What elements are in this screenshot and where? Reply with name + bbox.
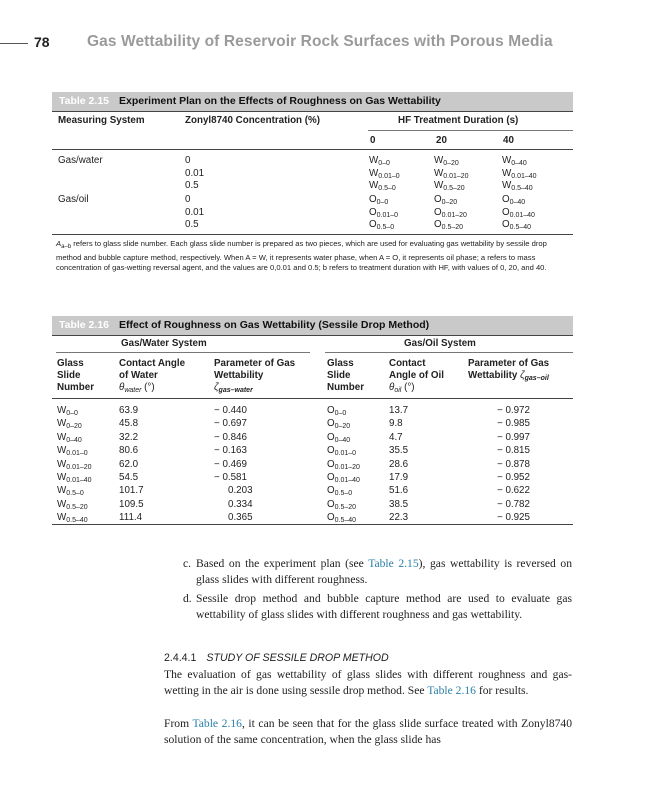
t15-footnote xyxy=(56,239,568,274)
t16-water-angle-cell: 45.8 xyxy=(119,418,139,430)
t15-plan-cell-letter: W xyxy=(502,180,512,191)
t16-oil-param-cell: − 0.622 xyxy=(497,485,530,497)
t15-plan-cell-sub: 0–20 xyxy=(443,160,459,167)
t16-water-param-cell: − 0.697 xyxy=(214,418,247,430)
t15-note-sym: A xyxy=(56,239,62,248)
t15-plan-cell xyxy=(369,194,388,206)
t15-plan-cell xyxy=(502,168,537,180)
t15-plan-cell-letter: W xyxy=(434,180,444,191)
t16-oil-angle-cell: 51.6 xyxy=(389,485,409,497)
t16-h-caoil-2: Angle of Oil xyxy=(389,370,444,381)
header-rule xyxy=(0,43,28,44)
t16-h-cawater-sym: θ xyxy=(119,382,125,393)
t16-oil-angle-cell: 35.5 xyxy=(389,445,409,457)
para2-post: , it can be seen that for the glass slide surface treated with Zonyl8740 solution of the same concentration, when the glass slide has xyxy=(164,717,573,746)
t15-conc-cell: 0.01 xyxy=(185,207,205,218)
t16-oil-slide-cell-sub: 0–0 xyxy=(334,410,347,417)
t16-water-slide-cell xyxy=(57,432,82,444)
t15-plan-cell-letter: O xyxy=(434,219,442,230)
t16-h-slide-1: Glass xyxy=(57,358,84,369)
t16-oil-slide-cell-letter: O xyxy=(327,498,335,510)
t15-dur-40: 40 xyxy=(503,135,514,146)
t16-oil-slide-cell-sub: 0.01–0 xyxy=(334,450,357,458)
t16-water-param-cell: − 0.440 xyxy=(214,405,247,416)
t16-oil-slide-cell-sub: 0.5–0 xyxy=(334,490,353,498)
t16-water-slide-cell xyxy=(57,405,78,417)
t15-plan-cell xyxy=(369,155,390,167)
t15-plan-cell xyxy=(502,219,531,231)
t16-water-slide-cell xyxy=(57,445,88,457)
t16-h-poil-sym: ζ xyxy=(520,370,525,381)
t15-conc-cell: 0.5 xyxy=(185,180,199,191)
t16-oil-slide-cell xyxy=(327,445,356,457)
list-item-c xyxy=(183,556,572,588)
t16-water-slide-cell-sub: 0.01–0 xyxy=(66,450,88,458)
list-marker-c: c. xyxy=(183,557,192,570)
t15-hf-rule xyxy=(368,130,573,131)
t15-plan-cell-letter: W xyxy=(502,155,512,166)
t16-water-angle-cell: 62.0 xyxy=(119,458,139,470)
t15-system-cell: Gas/water xyxy=(58,155,103,166)
section-title: STUDY OF SESSILE DROP METHOD xyxy=(206,652,389,664)
t16-h-pwater-3 xyxy=(214,382,253,397)
table-2-16-title: Effect of Roughness on Gas Wettability (Sessile Drop Method) xyxy=(119,319,430,331)
section-heading xyxy=(164,652,389,664)
t16-h-cawater-3 xyxy=(119,382,155,397)
t16-h-caoil-sub: oil xyxy=(394,387,402,394)
t16-water-slide-cell-letter: W xyxy=(57,472,67,483)
t16-h-pwater-1: Parameter of Gas xyxy=(214,358,296,369)
t16-h-caoil-3 xyxy=(389,382,415,397)
t16-oil-angle-cell: 38.5 xyxy=(389,498,409,510)
table-2-16-label: Table 2.16 xyxy=(59,319,109,331)
t15-plan-cell-sub: 0.01–0 xyxy=(378,173,400,180)
table-2-15-label: Table 2.15 xyxy=(59,95,109,107)
t16-water-slide-cell-sub: 0–20 xyxy=(66,423,82,431)
t16-oil-param-cell: − 0.997 xyxy=(497,431,530,443)
t16-oil-angle-cell: 9.8 xyxy=(389,418,403,430)
item-c-pre: Based on the experiment plan (see xyxy=(196,557,369,570)
t16-water-slide-cell-letter: W xyxy=(57,405,67,416)
running-title: Gas Wettability of Reservoir Rock Surfaces with Porous Media xyxy=(87,33,553,50)
t16-water-angle-cell: 80.6 xyxy=(119,445,139,457)
t15-plan-cell xyxy=(434,207,467,219)
list-marker-d: d. xyxy=(183,592,192,605)
para1-post: for results. xyxy=(475,684,529,697)
t15-plan-cell xyxy=(434,180,465,192)
t16-oil-angle-cell: 17.9 xyxy=(389,472,409,483)
item-c-post: ), gas wettability is reversed on glass slides with different roughness. xyxy=(196,557,572,586)
t15-conc-cell: 0 xyxy=(185,155,191,166)
t16-h-cawater-1: Contact Angle xyxy=(119,358,186,369)
t16-h-oslide-2: Slide xyxy=(327,370,351,381)
t16-oil-slide-cell xyxy=(327,485,352,497)
t16-oil-rule xyxy=(325,352,573,353)
t15-plan-cell-letter: W xyxy=(434,155,444,166)
t16-water-slide-cell-letter: W xyxy=(57,458,67,470)
t16-water-angle-cell: 111.4 xyxy=(119,512,143,524)
t15-plan-cell-sub: 0.01–40 xyxy=(509,212,535,219)
t16-water-slide-cell-sub: 0.01–40 xyxy=(66,477,92,484)
t15-plan-cell-sub: 0.5–20 xyxy=(441,224,464,231)
t16-oil-slide-cell-letter: O xyxy=(327,485,335,497)
t15-plan-cell xyxy=(369,168,400,180)
t15-plan-cell-letter: W xyxy=(434,168,444,179)
t16-group-water: Gas/Water System xyxy=(121,338,207,349)
t16-oil-param-cell: − 0.925 xyxy=(497,512,530,524)
t16-water-slide-cell xyxy=(57,512,88,524)
t15-plan-cell-sub: 0.01–0 xyxy=(376,212,399,219)
t15-col-conc: Zonyl8740 Concentration (%) xyxy=(185,115,320,126)
t16-oil-angle-cell: 22.3 xyxy=(389,512,409,524)
t16-h-oslide-3: Number xyxy=(327,382,365,393)
table-2-15-caption xyxy=(52,92,573,111)
t16-water-param-cell: − 0.469 xyxy=(214,458,247,470)
t16-water-slide-cell-letter: W xyxy=(57,418,67,430)
t15-plan-cell-letter: O xyxy=(502,194,510,205)
t15-plan-cell-sub: 0–0 xyxy=(376,199,389,206)
t15-plan-cell-sub: 0.5–0 xyxy=(376,224,395,231)
t16-water-param-cell: − 0.846 xyxy=(214,431,247,443)
t15-plan-cell xyxy=(434,155,459,167)
t16-oil-slide-cell-letter: O xyxy=(327,418,335,430)
t16-water-slide-cell-letter: W xyxy=(57,498,67,510)
t16-water-angle-cell: 32.2 xyxy=(119,431,139,443)
t16-bottom-rule xyxy=(52,524,573,525)
t16-oil-slide-cell xyxy=(327,418,350,430)
t16-oil-slide-cell xyxy=(327,405,346,417)
t16-h-oslide-1: Glass xyxy=(327,358,354,369)
t16-h-poil-2-text: Wettability xyxy=(468,370,518,381)
t15-bottom-rule xyxy=(52,234,573,235)
t16-oil-slide-cell xyxy=(327,512,356,524)
t15-plan-cell-letter: O xyxy=(502,207,510,218)
t16-h-poil-sub: gas–oil xyxy=(524,375,549,382)
t15-plan-cell-sub: 0.5–40 xyxy=(509,224,532,231)
t16-oil-slide-cell-sub: 0.01–20 xyxy=(334,463,360,471)
t15-plan-cell xyxy=(502,180,533,192)
t15-plan-cell-letter: W xyxy=(369,155,379,166)
t15-plan-cell-letter: O xyxy=(502,219,510,230)
t15-plan-cell-sub: 0.5–40 xyxy=(511,185,533,192)
t16-h-caoil-sym: θ xyxy=(389,382,395,393)
t16-h-poil-2 xyxy=(468,370,549,385)
t15-plan-cell xyxy=(369,219,394,231)
t16-water-rule xyxy=(56,352,310,353)
t16-oil-slide-cell-sub: 0.5–40 xyxy=(334,517,357,525)
table-2-16-link-2[interactable]: Table 2.16 xyxy=(192,717,242,730)
table-2-15-title: Experiment Plan on the Effects of Roughness on Gas Wettability xyxy=(119,95,441,107)
t15-plan-cell xyxy=(434,219,463,231)
t16-water-slide-cell-sub: 0–0 xyxy=(66,410,78,417)
t16-h-cawater-sub: water xyxy=(124,387,142,394)
t16-h-cawater-2: of Water xyxy=(119,370,158,381)
t16-water-slide-cell-letter: W xyxy=(57,512,67,524)
t15-plan-cell xyxy=(434,194,457,206)
t16-oil-slide-cell-letter: O xyxy=(327,431,335,443)
t16-oil-slide-cell-letter: O xyxy=(327,458,335,470)
t16-oil-slide-cell-letter: O xyxy=(327,405,335,416)
t16-header-rule xyxy=(52,398,573,399)
t16-oil-slide-cell xyxy=(327,499,356,511)
t15-plan-cell-letter: O xyxy=(434,194,442,205)
t15-conc-cell: 0.01 xyxy=(185,168,205,179)
t16-water-slide-cell xyxy=(57,499,88,511)
t16-water-angle-cell: 63.9 xyxy=(119,405,139,416)
item-d-text: Sessile drop method and bubble capture method are used to evaluate gas wettability of glass slides with different roughness and gas wettability. xyxy=(196,592,572,621)
t16-water-param-cell: 0.203 xyxy=(228,485,253,497)
t16-oil-slide-cell-sub: 0–40 xyxy=(334,436,351,444)
t16-oil-angle-cell: 28.6 xyxy=(389,458,409,470)
t15-plan-cell-sub: 0.01–40 xyxy=(511,173,537,180)
t15-plan-cell-sub: 0.5–0 xyxy=(378,185,396,192)
t16-water-slide-cell-letter: W xyxy=(57,445,67,457)
t15-plan-cell-letter: W xyxy=(369,180,379,191)
t16-h-caoil-unit: (°) xyxy=(401,382,415,393)
t15-plan-cell-letter: O xyxy=(434,207,442,218)
t16-water-slide-cell-letter: W xyxy=(57,431,67,443)
t16-water-slide-cell xyxy=(57,418,82,430)
t16-water-slide-cell-sub: 0.5–0 xyxy=(66,490,84,498)
t16-oil-param-cell: − 0.878 xyxy=(497,458,530,470)
section-number: 2.4.4.1 xyxy=(164,652,197,664)
t16-oil-slide-cell-sub: 0–20 xyxy=(334,423,351,431)
t16-oil-param-cell: − 0.815 xyxy=(497,445,530,457)
t15-plan-cell-letter: O xyxy=(369,219,377,230)
t16-water-param-cell: 0.365 xyxy=(228,512,253,524)
t16-oil-slide-cell-sub: 0.5–20 xyxy=(334,503,357,511)
para2-pre: From xyxy=(164,717,193,730)
table-2-16-caption xyxy=(52,316,573,335)
t16-h-pwater-2: Wettability xyxy=(214,370,264,381)
t15-plan-cell-letter: W xyxy=(369,168,379,179)
t15-plan-cell xyxy=(502,155,527,167)
t16-oil-param-cell: − 0.985 xyxy=(497,418,530,430)
table-2-15-link[interactable]: Table 2.15 xyxy=(368,557,419,570)
t16-water-param-cell: − 0.163 xyxy=(214,445,247,457)
t16-group-oil: Gas/Oil System xyxy=(404,338,476,349)
t15-plan-cell-letter: O xyxy=(369,194,377,205)
t16-water-slide-cell xyxy=(57,472,92,484)
t15-plan-cell-sub: 0.01–20 xyxy=(441,212,467,219)
para1-pre: The evaluation of gas wettability of glass slides with different roughness and gas-wetting in the air is done using sessile drop method. See xyxy=(164,668,572,697)
t15-dur-0: 0 xyxy=(370,135,376,146)
t15-plan-cell-sub: 0–0 xyxy=(378,160,390,167)
t16-oil-slide-cell-letter: O xyxy=(327,512,335,524)
t16-water-slide-cell-letter: W xyxy=(57,485,67,497)
t16-water-angle-cell: 101.7 xyxy=(119,485,144,497)
t16-oil-slide-cell-sub: 0.01–40 xyxy=(334,477,360,484)
t15-plan-cell-letter: W xyxy=(502,168,512,179)
t16-oil-param-cell: − 0.952 xyxy=(497,472,530,483)
t16-water-angle-cell: 54.5 xyxy=(119,472,139,483)
t15-plan-cell xyxy=(502,194,525,206)
t16-h-slide-3: Number xyxy=(57,382,95,393)
t15-plan-cell xyxy=(369,207,398,219)
t15-dur-20: 20 xyxy=(436,135,447,146)
t16-oil-slide-cell xyxy=(327,472,360,484)
t16-oil-angle-cell: 13.7 xyxy=(389,405,409,416)
t16-water-slide-cell-sub: 0–40 xyxy=(66,436,82,444)
t15-plan-cell xyxy=(502,207,535,219)
t15-note-sym-sub: a–b xyxy=(61,244,72,250)
t16-oil-param-cell: − 0.782 xyxy=(497,498,530,510)
t16-top-rule xyxy=(52,335,573,336)
t16-water-slide-cell-sub: 0.5–40 xyxy=(66,517,88,525)
t15-top-rule xyxy=(52,111,573,112)
t16-oil-slide-cell-letter: O xyxy=(327,445,335,457)
t15-plan-cell-sub: 0–40 xyxy=(509,199,526,206)
t16-h-pwater-sym: ζ xyxy=(214,382,219,393)
t16-oil-slide-cell xyxy=(327,459,360,471)
t16-water-slide-cell xyxy=(57,485,84,497)
t16-water-angle-cell: 109.5 xyxy=(119,498,144,510)
t15-header-rule xyxy=(52,149,573,150)
t15-col-hf: HF Treatment Duration (s) xyxy=(398,115,519,126)
t15-plan-cell-sub: 0.01–20 xyxy=(443,173,469,180)
t15-conc-cell: 0.5 xyxy=(185,219,199,230)
t15-plan-cell xyxy=(369,180,396,192)
t15-conc-cell: 0 xyxy=(185,194,191,205)
paragraph-1 xyxy=(164,667,572,699)
t16-oil-slide-cell xyxy=(327,432,350,444)
t16-h-cawater-unit: (°) xyxy=(141,382,155,393)
t16-oil-slide-cell-letter: O xyxy=(327,472,335,483)
t16-h-slide-2: Slide xyxy=(57,370,81,381)
t16-water-slide-cell-sub: 0.5–20 xyxy=(66,503,88,511)
t16-water-param-cell: − 0.581 xyxy=(214,472,247,483)
t16-oil-angle-cell: 4.7 xyxy=(389,431,403,443)
t16-water-slide-cell-sub: 0.01–20 xyxy=(66,463,92,471)
t15-plan-cell-sub: 0–20 xyxy=(441,199,458,206)
t16-h-caoil-1: Contact xyxy=(389,358,426,369)
t16-water-slide-cell xyxy=(57,459,92,471)
t15-plan-cell xyxy=(434,168,469,180)
paragraph-2 xyxy=(164,716,572,748)
table-2-16-link-1[interactable]: Table 2.16 xyxy=(427,684,476,697)
page-number: 78 xyxy=(34,34,50,50)
t16-oil-param-cell: − 0.972 xyxy=(497,405,530,416)
list-item-d xyxy=(183,591,572,623)
t15-system-cell: Gas/oil xyxy=(58,194,89,205)
t15-col-measuring: Measuring System xyxy=(58,115,145,126)
t16-h-poil-1: Parameter of Gas xyxy=(468,358,550,369)
t15-plan-cell-letter: O xyxy=(369,207,377,218)
t16-h-pwater-sub: gas–water xyxy=(218,387,253,394)
t15-plan-cell-sub: 0–40 xyxy=(511,160,527,167)
t15-note-text: refers to glass slide number. Each glass slide number is prepared as two pieces, which are used for evaluating gas wettability by sessile drop method and bubble capture method, respectively. When A = W, it represents water phase, when A = O, it represents oil phase; a refers to mass concentration of gas-wetting reversal agent, and the values are 0,0.01 and 0.5; b refers to treatment duration with HF, with values of 0, 20, and 40. xyxy=(56,239,547,273)
t16-water-param-cell: 0.334 xyxy=(228,498,253,510)
t15-plan-cell-sub: 0.5–20 xyxy=(443,185,465,192)
